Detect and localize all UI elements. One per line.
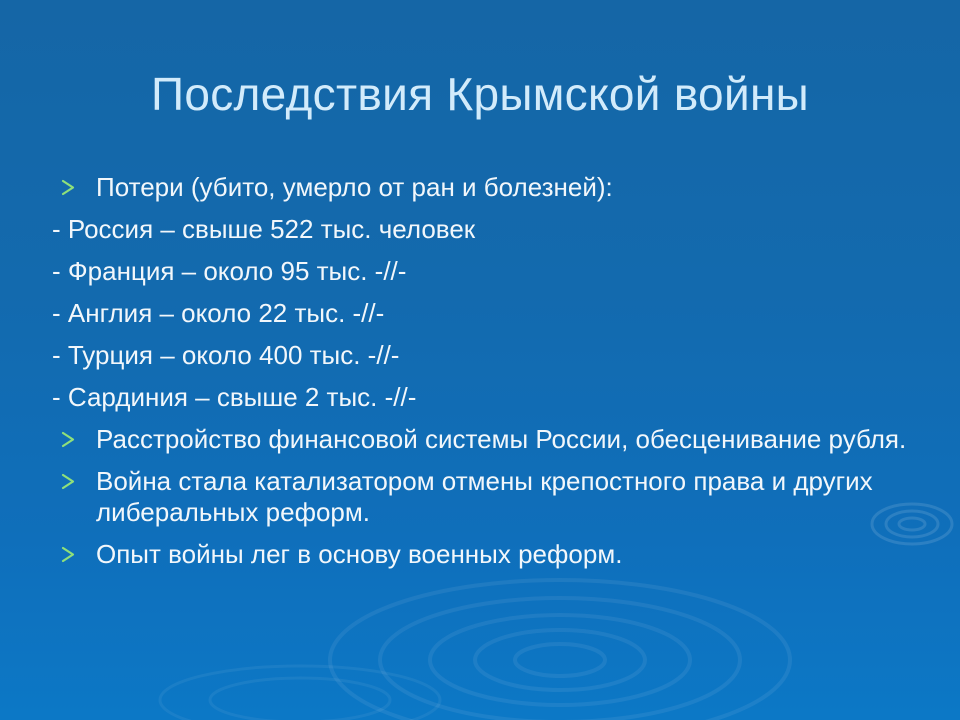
arrowhead-bullet-icon — [58, 424, 80, 455]
list-item-text: - Франция – около 95 тыс. -//- — [52, 256, 407, 286]
list-item-turkey — [52, 340, 912, 371]
list-item-reforms — [52, 466, 912, 528]
list-item-text: Расстройство финансовой системы России, обесценивание рубля. — [96, 424, 907, 454]
list-item-text: - Турция – около 400 тыс. -//- — [52, 340, 400, 370]
arrowhead-bullet-icon — [58, 466, 80, 497]
list-item-england — [52, 298, 912, 329]
list-item-text: Война стала катализатором отмены крепостного права и других либеральных реформ. — [96, 466, 873, 527]
list-item-sardinia — [52, 382, 912, 413]
list-item-losses — [52, 172, 912, 203]
list-item-text: Потери (убито, умерло от ран и болезней): — [96, 172, 613, 202]
list-item-text: - Сардиния – свыше 2 тыс. -//- — [52, 382, 417, 412]
list-item-text: - Англия – около 22 тыс. -//- — [52, 298, 385, 328]
slide-title: Последствия Крымской войны — [150, 68, 810, 120]
arrowhead-bullet-icon — [58, 172, 80, 203]
list-item-military-reforms — [52, 539, 912, 570]
list-item-russia — [52, 214, 912, 245]
list-item-text: - Россия – свыше 522 тыс. человек — [52, 214, 476, 244]
list-item-france — [52, 256, 912, 287]
list-item-text: Опыт войны лег в основу военных реформ. — [96, 539, 623, 569]
list-item-finance — [52, 424, 912, 455]
arrowhead-bullet-icon — [58, 539, 80, 570]
slide-content-list — [52, 172, 912, 581]
